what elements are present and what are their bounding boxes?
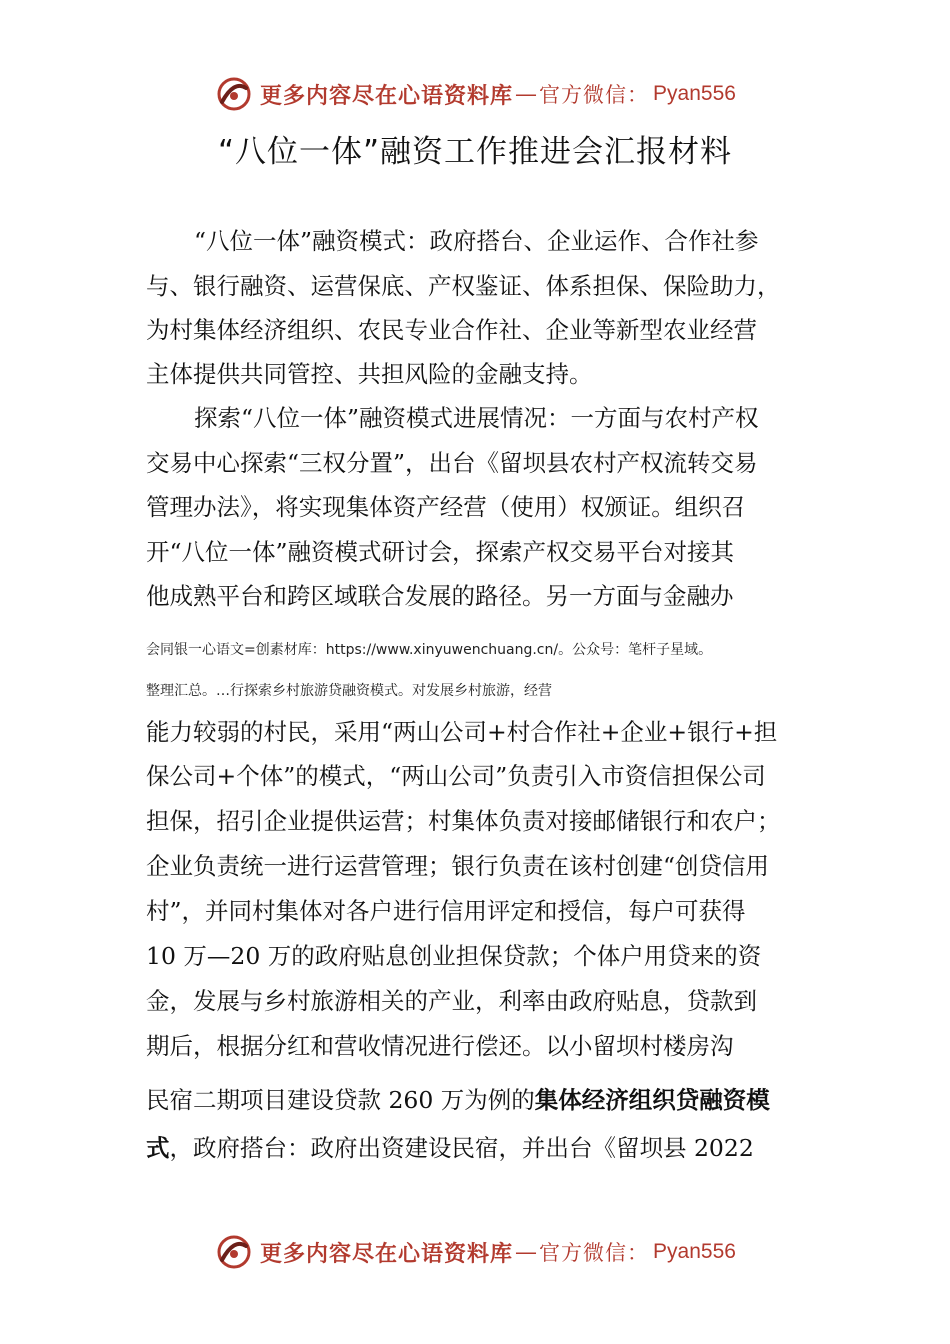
paragraph-line: 村”，并同村集体对各户进行信用评定和授信，每户可获得 xyxy=(146,897,746,925)
banner-text: 更多内容尽在心语资料库 xyxy=(260,82,514,109)
brush-seal-logo-icon xyxy=(214,1232,254,1272)
paragraph-line xyxy=(146,1133,754,1163)
header-banner xyxy=(0,70,950,118)
paragraph-line: 期后，根据分红和营收情况进行偿还。以小留坝村楼房沟 xyxy=(146,1032,734,1060)
banner-wechat-id: Pyan556 xyxy=(653,1240,736,1263)
text-span: 民宿二期项目建设贷款 260 万为例的 xyxy=(146,1086,535,1114)
paragraph-line: 与、银行融资、运营保底、产权鉴证、体系担保、保险助力， xyxy=(146,272,781,300)
banner-wechat-id: Pyan556 xyxy=(653,82,736,105)
paragraph-line: 能力较弱的村民，采用“两山公司+村合作社+企业+银行+担 xyxy=(146,718,778,746)
paragraph-line: 企业负责统一进行运营管理；银行负责在该村创建“创贷信用 xyxy=(146,852,770,880)
footer-banner xyxy=(0,1228,950,1276)
paragraph-line: 交易中心探索“三权分置”，出台《留坝县农村产权流转交易 xyxy=(146,449,758,477)
bold-text: 式 xyxy=(146,1134,170,1162)
paragraph-line: 为村集体经济组织、农民专业合作社、企业等新型农业经营 xyxy=(146,316,757,344)
brush-seal-logo-icon xyxy=(214,74,254,114)
paragraph-line: 管理办法》，将实现集体资产经营（使用）权颁证。组织召 xyxy=(146,493,746,521)
paragraph-line: 探索“八位一体”融资模式进展情况：一方面与农村产权 xyxy=(194,404,759,432)
paragraph-line: 他成熟平台和跨区域联合发展的路径。另一方面与金融办 xyxy=(146,582,734,610)
notice-line: 整理汇总。…行探索乡村旅游贷融资模式。对发展乡村旅游，经营 xyxy=(146,683,552,699)
paragraph-line xyxy=(146,1085,770,1115)
banner-dash: — xyxy=(515,81,538,107)
text-span: ，政府搭台：政府出资建设民宿，并出台《留坝县 2022 xyxy=(169,1134,754,1162)
paragraph-line: 主体提供共同管控、共担风险的金融支持。 xyxy=(146,360,593,388)
paragraph-line: “八位一体”融资模式：政府搭台、企业运作、合作社参 xyxy=(194,227,759,255)
document-title: “八位一体”融资工作推进会汇报材料 xyxy=(217,134,733,170)
banner-subtext: 官方微信： xyxy=(539,83,650,107)
bold-text: 集体经济组织贷融资模 xyxy=(534,1086,770,1114)
banner-dash: — xyxy=(515,1239,538,1265)
paragraph-line: 10 万—20 万的政府贴息创业担保贷款；个体户用贷来的资 xyxy=(146,942,762,970)
banner-text: 更多内容尽在心语资料库 xyxy=(260,1240,514,1267)
banner-subtext: 官方微信： xyxy=(539,1241,650,1265)
notice-line: 会同银一心语文=创素材库：https://www.xinyuwenchuang.cn/。公众号：笔杆子星域。 xyxy=(146,642,713,658)
paragraph-line: 开“八位一体”融资模式研讨会，探索产权交易平台对接其 xyxy=(146,538,735,566)
paragraph-line: 担保，招引企业提供运营；村集体负责对接邮储银行和农户； xyxy=(146,807,781,835)
paragraph-line: 金，发展与乡村旅游相关的产业，利率由政府贴息，贷款到 xyxy=(146,987,757,1015)
paragraph-line: 保公司+个体”的模式，“两山公司”负责引入市资信担保公司 xyxy=(146,762,766,790)
